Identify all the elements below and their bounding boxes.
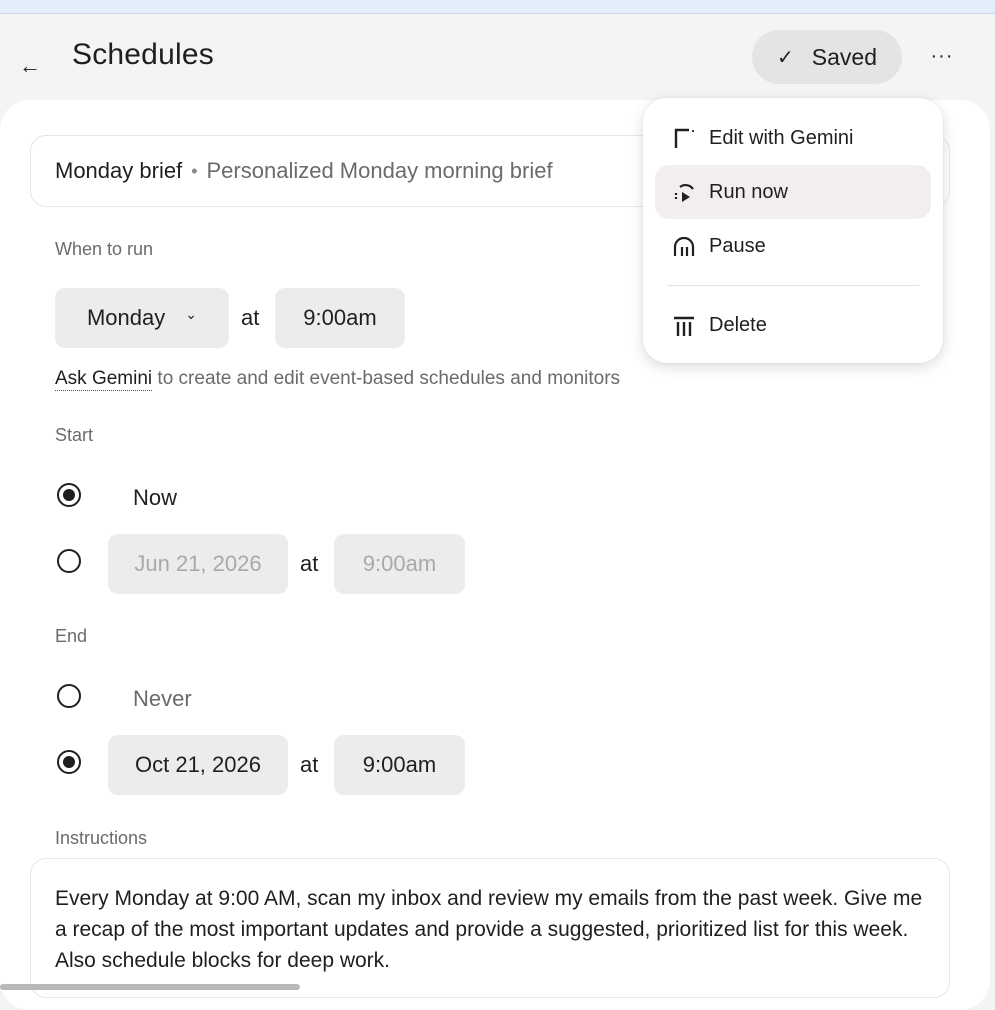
end-date-field[interactable]: Oct 21, 2026 bbox=[108, 735, 288, 795]
menu-divider bbox=[667, 285, 919, 286]
end-time-field[interactable]: 9:00am bbox=[334, 735, 465, 795]
menu-item-label: Run now bbox=[709, 180, 788, 203]
when-to-run-label: When to run bbox=[55, 239, 154, 259]
at-label: at bbox=[241, 305, 260, 330]
pause-icon bbox=[671, 233, 697, 259]
checkmark-icon: ✓ bbox=[777, 46, 794, 69]
schedule-name: Monday brief bbox=[55, 158, 183, 183]
menu-item-label: Edit with Gemini bbox=[709, 126, 854, 149]
menu-item-label: Pause bbox=[709, 234, 766, 257]
end-at-label: at bbox=[300, 752, 319, 777]
day-select[interactable] bbox=[55, 288, 229, 348]
back-arrow-icon[interactable]: ← bbox=[19, 53, 41, 78]
run-time-field[interactable]: 9:00am bbox=[275, 288, 405, 348]
menu-item-pause[interactable] bbox=[655, 219, 931, 273]
page-header bbox=[0, 14, 995, 100]
menu-item-edit-with-gemini[interactable] bbox=[655, 111, 931, 165]
instructions-textarea[interactable]: Every Monday at 9:00 AM, scan my inbox and review my emails from the past week. Give me a recap of the most important updates and provide a suggested, prioritized list for this week. Also schedule blocks for deep work. bbox=[30, 858, 950, 998]
separator-dot: • bbox=[191, 160, 198, 181]
overflow-menu bbox=[643, 98, 943, 363]
day-select-value: Monday bbox=[86, 305, 166, 330]
edit-spark-icon bbox=[671, 125, 697, 151]
menu-item-run-now[interactable] bbox=[655, 165, 931, 219]
saved-button[interactable] bbox=[752, 30, 902, 84]
run-now-icon bbox=[671, 179, 697, 205]
ask-gemini-hint-text: to create and edit event-based schedules and monitors bbox=[152, 368, 621, 389]
end-date-radio[interactable] bbox=[57, 750, 81, 774]
menu-item-delete[interactable] bbox=[655, 298, 931, 352]
saved-label: Saved bbox=[811, 43, 877, 70]
more-options-icon[interactable]: ··· bbox=[930, 44, 954, 67]
menu-item-label: Delete bbox=[709, 313, 767, 336]
horizontal-scrollbar[interactable] bbox=[0, 984, 300, 990]
start-date-radio[interactable] bbox=[57, 549, 81, 573]
end-never-label: Never bbox=[133, 686, 192, 711]
start-label: Start bbox=[55, 425, 94, 445]
instructions-label: Instructions bbox=[55, 828, 148, 848]
start-time-field[interactable]: 9:00am bbox=[334, 534, 465, 594]
schedule-description: Personalized Monday morning brief bbox=[206, 158, 553, 183]
chevron-down-icon: ⌄ bbox=[185, 305, 197, 322]
start-now-label: Now bbox=[133, 485, 178, 510]
start-at-label: at bbox=[300, 551, 319, 576]
ask-gemini-hint bbox=[55, 368, 620, 390]
browser-top-strip bbox=[0, 0, 995, 14]
end-never-radio[interactable] bbox=[57, 684, 81, 708]
end-label: End bbox=[55, 626, 88, 646]
start-date-field[interactable]: Jun 21, 2026 bbox=[108, 534, 288, 594]
delete-icon bbox=[671, 312, 697, 338]
ask-gemini-link[interactable]: Ask Gemini bbox=[55, 368, 153, 389]
page-title: Schedules bbox=[72, 38, 214, 71]
start-now-radio[interactable] bbox=[57, 483, 81, 507]
